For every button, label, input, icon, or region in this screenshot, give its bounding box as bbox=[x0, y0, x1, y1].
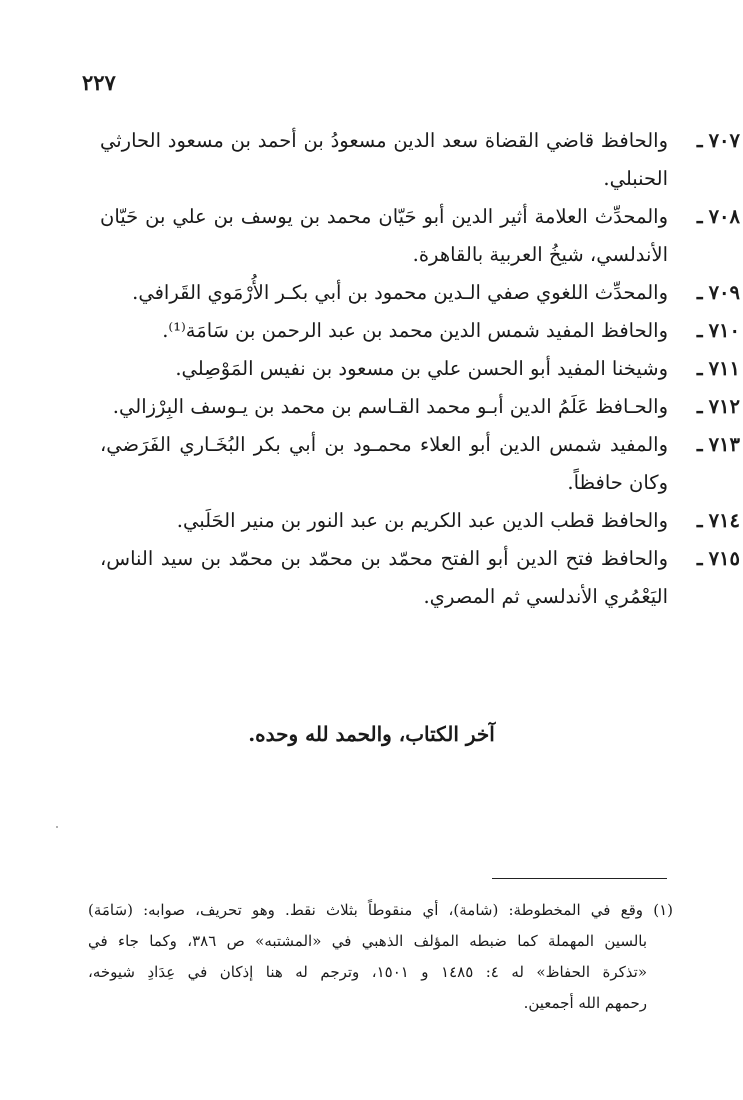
entry-number bbox=[668, 198, 740, 236]
footnote-line-1-text: وقع في المخطوطة: (شامة)، أي منقوطاً بثلاث نقط. وهو تحريف، صوابه: (سَامَة) bbox=[88, 901, 644, 919]
entry-dash: ـ bbox=[696, 433, 703, 456]
entry-dash: ـ bbox=[696, 395, 703, 418]
footnote-line-4: رحمهم الله أجمعين. bbox=[523, 994, 647, 1012]
entry-item bbox=[100, 122, 740, 198]
entry-text: والمحدِّث اللغوي صفي الـدين محمود بن أبي بكـر الأُرْمَوي القَرافي. bbox=[132, 281, 668, 304]
entry-number-value: ٧١٢ bbox=[708, 395, 740, 418]
entry-number-value: ٧٠٧ bbox=[708, 129, 740, 152]
entry-number bbox=[668, 122, 740, 160]
scan-speck bbox=[56, 826, 58, 828]
footnote-marker: (١) bbox=[653, 901, 673, 919]
entry-dash: ـ bbox=[696, 357, 703, 380]
closing-line: آخر الكتاب، والحمد لله وحده. bbox=[248, 722, 495, 746]
entry-number bbox=[668, 274, 740, 312]
footnote-rule bbox=[492, 878, 667, 879]
entry-number bbox=[668, 502, 740, 540]
entry-dash: ـ bbox=[696, 319, 703, 342]
entry-item bbox=[100, 198, 740, 274]
entry-text: والحافظ قاضي القضاة سعد الدين مسعودُ بن أحمد بن مسعود الحارثي الحنبلي. bbox=[100, 129, 668, 190]
entry-dash: ـ bbox=[696, 509, 703, 532]
entry-dash: ـ bbox=[696, 281, 703, 304]
entry-item bbox=[100, 502, 740, 540]
footnote-line-2: بالسين المهملة كما ضبطه المؤلف الذهبي في «المشتبه» ص ٣٨٦، وكما جاء في bbox=[88, 932, 648, 950]
entry-text: وشيخنا المفيد أبو الحسن علي بن مسعود بن نفيس المَوْصِلي. bbox=[175, 357, 668, 380]
footnote bbox=[88, 895, 673, 1019]
entry-text: والحافظ فتح الدين أبو الفتح محمّد بن محمّد بن محمّد بن سيد الناس، اليَعْمُري الأندلسي ثم المصري. bbox=[100, 547, 668, 608]
entry-number bbox=[668, 350, 740, 388]
entry-item bbox=[100, 312, 740, 350]
entry-item bbox=[100, 540, 740, 616]
entry-number bbox=[668, 312, 740, 350]
entry-number-value: ٧١٥ bbox=[708, 547, 740, 570]
footnote-line-1 bbox=[88, 895, 673, 926]
entry-item bbox=[100, 274, 740, 312]
entry-dash: ـ bbox=[696, 205, 703, 228]
footnote-line-3: «تذكرة الحفاظ» له ٤: ١٤٨٥ و ١٥٠١، وترجم له هنا إذكان في عِدَادِ شيوخه، bbox=[88, 963, 648, 981]
entry-number bbox=[668, 426, 740, 464]
entry-text: والمحدِّث العلامة أثير الدين أبو حَيّان محمد بن يوسف بن علي بن حَيّان الأندلسي، شيخُ العربية بالقاهرة. bbox=[100, 205, 668, 266]
entry-item bbox=[100, 350, 740, 388]
entry-text: والحافظ قطب الدين عبد الكريم بن عبد النور بن منير الحَلَبي. bbox=[176, 509, 668, 532]
entries-list bbox=[100, 122, 740, 616]
entry-number bbox=[668, 388, 740, 426]
entry-number-value: ٧٠٩ bbox=[708, 281, 740, 304]
entry-dash: ـ bbox=[696, 547, 703, 570]
entry-dash: ـ bbox=[696, 129, 703, 152]
entry-text: والحـافظ عَلَمُ الدين أبـو محمد القـاسم بن محمد بن يـوسف البِرْزالي. bbox=[112, 395, 668, 418]
entry-number-value: ٧١٣ bbox=[708, 433, 740, 456]
entry-number-value: ٧٠٨ bbox=[708, 205, 740, 228]
entry-number bbox=[668, 540, 740, 578]
entry-item bbox=[100, 426, 740, 502]
entry-item bbox=[100, 388, 740, 426]
page-number: ٢٢٧ bbox=[82, 70, 116, 95]
entry-number-value: ٧١٤ bbox=[708, 509, 740, 532]
entry-text: والمفيد شمس الدين أبو العلاء محمـود بن أبي بكر البُخَـاري الفَرَضي، وكان حافظاً. bbox=[100, 433, 668, 494]
entry-text: والحافظ المفيد شمس الدين محمد بن عبد الرحمن بن سَامَة⁽¹⁾. bbox=[162, 319, 668, 342]
entry-number-value: ٧١١ bbox=[708, 357, 740, 380]
entry-number-value: ٧١٠ bbox=[708, 319, 740, 342]
